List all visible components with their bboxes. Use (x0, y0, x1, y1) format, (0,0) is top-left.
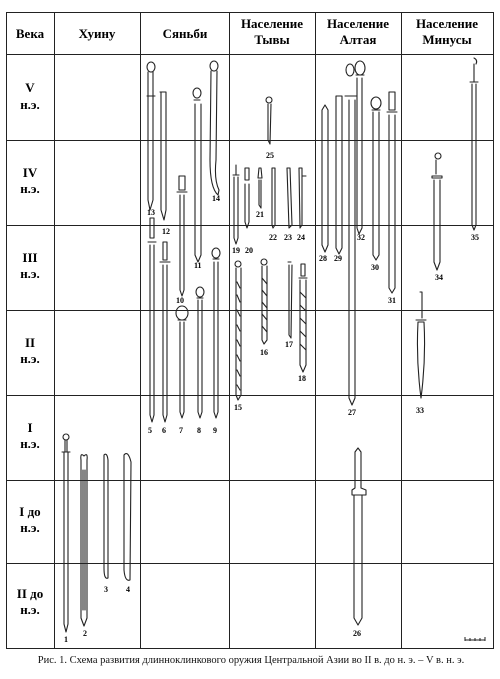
century-label: н.э. (20, 266, 40, 281)
dagger-15 (235, 261, 241, 400)
item-number: 22 (269, 233, 277, 242)
item-number: 13 (147, 208, 155, 217)
item-number: 2 (83, 629, 87, 638)
century-label: I (27, 420, 33, 435)
item-number: 6 (162, 426, 166, 435)
century-label: н.э. (20, 181, 40, 196)
century-label: II (24, 335, 36, 350)
knife-21 (258, 168, 262, 208)
knife-23 (287, 168, 292, 228)
item-number: 21 (256, 210, 264, 219)
item-number: 1 (64, 635, 68, 644)
item-number: 8 (197, 426, 201, 435)
header-xianbei: Сяньби (162, 26, 208, 41)
item-number: 5 (148, 426, 152, 435)
knife-3 (104, 454, 108, 578)
sword-13 (147, 62, 155, 210)
sword-27 (345, 64, 357, 405)
sword-14 (210, 61, 219, 195)
header-xiongnu: Хуину (78, 26, 116, 41)
sword-29 (336, 96, 342, 254)
item-number: 17 (285, 340, 293, 349)
sword-10 (177, 176, 187, 296)
item-number: 10 (176, 296, 184, 305)
header-altai-1: Население (326, 16, 390, 31)
item-number: 7 (179, 426, 183, 435)
dagger-16 (261, 259, 267, 344)
sword-20 (245, 168, 249, 228)
sword-30 (371, 97, 381, 260)
item-number: 16 (260, 348, 268, 357)
century-label: н.э. (20, 436, 40, 451)
knife-22 (272, 168, 275, 228)
knife-17 (288, 262, 292, 338)
item-number: 29 (334, 254, 342, 263)
item-number: 32 (357, 233, 365, 242)
header-minusa-1: Население (415, 16, 479, 31)
header-minusa-2: Минусы (422, 32, 472, 47)
weapon-drawings (62, 58, 478, 632)
sword-1 (62, 434, 70, 632)
item-number: 15 (234, 403, 242, 412)
century-labels (17, 80, 43, 617)
sword-7 (176, 306, 188, 418)
item-number: 14 (212, 194, 220, 203)
table-grid (7, 13, 494, 649)
item-number: 9 (213, 426, 217, 435)
item-number: 27 (348, 408, 356, 417)
item-number: 33 (416, 406, 424, 415)
item-number: 4 (126, 585, 130, 594)
century-label: V (25, 80, 35, 95)
item-number: 11 (194, 261, 202, 270)
knife-25 (266, 97, 272, 144)
century-label: н.э. (20, 520, 40, 535)
sword-11 (193, 88, 201, 262)
figure-caption: Рис. 1. Схема развития длинноклинкового оружия Центральной Азии во II в. до н. э. – V в. н. э. (37, 655, 465, 666)
sword-34 (432, 153, 442, 270)
century-label: I до (19, 504, 41, 519)
header-altai-2: Алтая (339, 32, 377, 47)
dagger-18 (299, 264, 307, 372)
item-number: 35 (471, 233, 479, 242)
sword-31 (387, 92, 397, 293)
sword-5 (148, 218, 156, 422)
dagger-33 (416, 292, 426, 398)
sword-26 (352, 448, 366, 625)
century-label: н.э. (20, 351, 40, 366)
item-number: 20 (245, 246, 253, 255)
century-label: III (22, 250, 38, 265)
item-number: 28 (319, 254, 327, 263)
century-label: н.э. (20, 97, 40, 112)
item-number: 34 (435, 273, 443, 282)
item-number: 24 (297, 233, 305, 242)
item-number: 23 (284, 233, 292, 242)
knife-24 (299, 168, 306, 228)
header-tuva-1: Население (240, 16, 304, 31)
sword-9 (212, 248, 220, 418)
item-number: 19 (232, 246, 240, 255)
header-tuva-2: Тывы (254, 32, 290, 47)
century-label: II до (16, 586, 44, 601)
item-number: 25 (266, 151, 274, 160)
century-label: н.э. (20, 602, 40, 617)
item-number: 3 (104, 585, 108, 594)
sword-32 (355, 61, 365, 234)
sword-19 (233, 165, 239, 244)
sword-35 (470, 58, 478, 230)
item-number: 12 (162, 227, 170, 236)
item-number: 18 (298, 374, 306, 383)
sword-28 (322, 105, 328, 252)
century-label: IV (22, 165, 38, 180)
scale-bar (465, 637, 485, 641)
item-number: 31 (388, 296, 396, 305)
item-number: 30 (371, 263, 379, 272)
sword-12 (160, 92, 166, 220)
sword-8 (196, 287, 204, 418)
knife-4 (124, 454, 131, 581)
item-number: 26 (353, 629, 361, 638)
header-century: Века (15, 26, 45, 41)
